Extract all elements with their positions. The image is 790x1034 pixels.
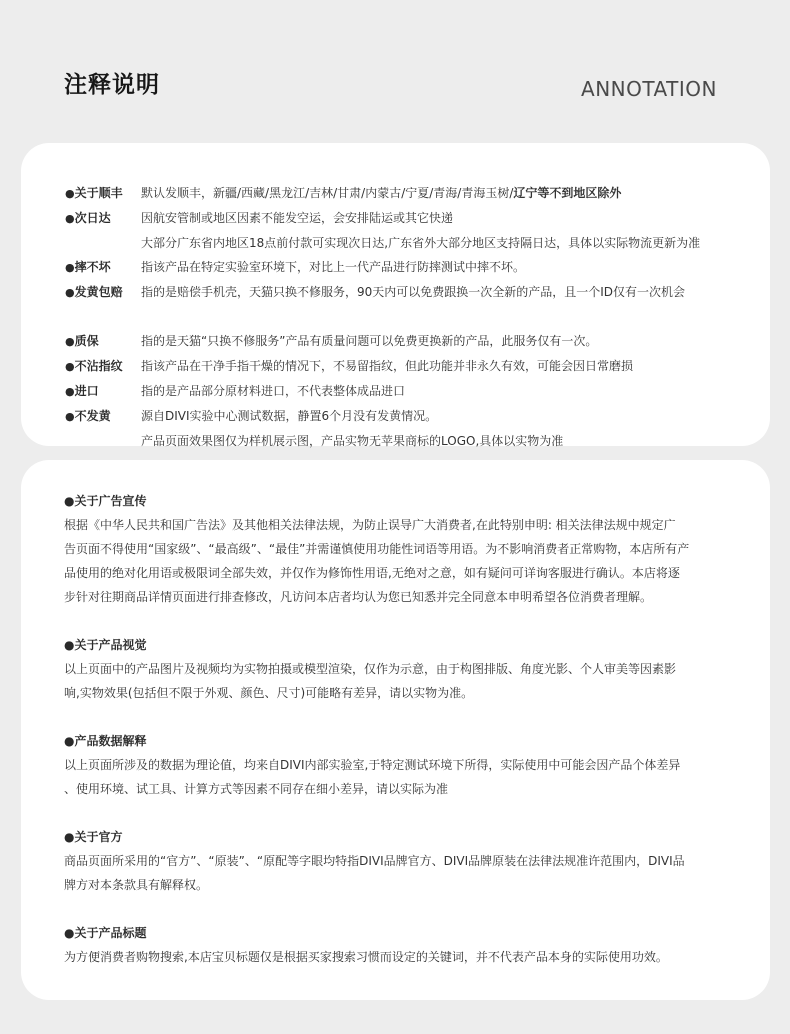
disclaimer-card <box>21 460 770 1000</box>
term-label <box>65 280 141 305</box>
term-item <box>65 379 770 404</box>
term-continuation: 大部分广东省内地区18点前付款可实现次日达,广东省外大部分地区支持隔日达，具体以实际物流更新为准 <box>141 236 701 250</box>
section-body <box>64 945 734 969</box>
term-label-text: 次日达 <box>74 211 111 225</box>
bullet-icon: ● <box>64 494 75 508</box>
section-title <box>64 825 770 849</box>
section-product-title <box>64 921 770 969</box>
terms-list <box>65 181 770 453</box>
term-item <box>65 404 770 429</box>
section-title <box>64 633 770 657</box>
term-desc-plain: 默认发顺丰，新疆/西藏/黑龙江/吉林/甘肃/内蒙古/宁夏/青海/青海玉树/ <box>141 186 514 200</box>
term-item <box>65 206 770 231</box>
term-item <box>65 354 770 379</box>
section-title <box>64 921 770 945</box>
section-official <box>64 825 770 897</box>
term-desc-bold: 辽宁等不到地区除外 <box>513 186 622 200</box>
bullet-icon: ● <box>65 261 75 274</box>
section-line: 以上页面中的产品图片及视频均为实物拍摄或模型渲染，仅作为示意，由于构图排版、角度光影、个人审美等因素影 <box>64 662 677 676</box>
term-item <box>65 181 770 206</box>
section-body <box>64 849 734 897</box>
section-line: 以上页面所涉及的数据为理论值，均来自DIVI内部实验室,于特定测试环境下所得，实际使用中可能会因产品个体差异 <box>64 758 681 772</box>
term-desc: 指的是赔偿手机壳，天猫只换不修服务，90天内可以免费跟换一次全新的产品，且一个ID仅有一次机会 <box>141 285 686 299</box>
bullet-icon: ● <box>64 638 75 652</box>
term-label-text: 关于顺丰 <box>74 186 123 200</box>
term-desc: 指的是产品部分原材料进口，不代表整体成品进口 <box>141 384 406 398</box>
section-line: 告页面不得使用“国家级”、“最高级”、“最佳”并需谨慎使用功能性词语等用语。为不影响消费者正常购物，本店所有产 <box>64 542 690 556</box>
section-line: 商品页面所采用的“官方”、“原装”、“原配等字眼均特指DIVI品牌官方、DIVI品牌原装在法律法规准许范围内，DIVI品 <box>64 854 685 868</box>
term-desc <box>141 181 621 205</box>
term-label-text: 发黄包赔 <box>74 285 123 299</box>
terms-card <box>21 143 770 446</box>
section-body <box>64 753 734 801</box>
term-label-text: 不沾指纹 <box>74 359 123 373</box>
bullet-icon: ● <box>65 286 75 299</box>
section-title-text: 产品数据解释 <box>74 734 147 748</box>
term-label-text: 质保 <box>74 334 99 348</box>
term-label <box>65 404 141 429</box>
bullet-icon: ● <box>65 385 75 398</box>
section-title <box>64 489 770 513</box>
section-product-data <box>64 729 770 801</box>
bullet-icon: ● <box>64 734 75 748</box>
section-body <box>64 657 734 705</box>
term-desc: 指该产品在干净手指干燥的情况下，不易留指纹，但此功能并非永久有效，可能会因日常磨损 <box>141 359 634 373</box>
bullet-icon: ● <box>64 830 75 844</box>
bullet-icon: ● <box>65 187 75 200</box>
section-body <box>64 513 734 609</box>
term-desc: 因航安管制或地区因素不能发空运，会安排陆运或其它快递 <box>141 211 454 225</box>
section-line: 品使用的绝对化用语或极限词全部失效，并仅作为修饰性用语,无绝对之意，如有疑问可详询客服进行确认。本店将逐 <box>64 566 680 580</box>
section-line: 牌方对本条款具有解释权。 <box>64 878 209 892</box>
term-item <box>65 280 770 305</box>
section-title-text: 关于官方 <box>74 830 123 844</box>
section-line: 、使用环境、试工具、计算方式等因素不同存在细小差异，请以实际为准 <box>64 782 449 796</box>
section-line: 响,实物效果(包括但不限于外观、颜色、尺寸)可能略有差异，请以实物为准。 <box>64 686 474 700</box>
term-desc: 指的是天猫“只换不修服务”产品有质量问题可以免费更换新的产品，此服务仅有一次。 <box>141 334 598 348</box>
term-desc: 源自DIVI实验中心测试数据，静置6个月没有发黄情况。 <box>141 409 438 423</box>
section-title-text: 关于产品标题 <box>74 926 147 940</box>
term-label <box>65 379 141 404</box>
term-label-text: 进口 <box>74 384 99 398</box>
section-line: 步针对往期商品详情页面进行排查修改，凡访问本店者均认为您已知悉并完全同意本申明希望各位消费者理解。 <box>64 590 653 604</box>
section-title-text: 关于广告宣传 <box>74 494 147 508</box>
bullet-icon: ● <box>65 335 75 348</box>
term-desc: 指该产品在特定实验室环境下，对比上一代产品进行防摔测试中摔不坏。 <box>141 260 526 274</box>
section-line: 为方便消费者购物搜索,本店宝贝标题仅是根据买家搜索习惯而设定的关键词，并不代表产品本身的实际使用功效。 <box>64 950 668 964</box>
term-label-text: 不发黄 <box>74 409 111 423</box>
bullet-icon: ● <box>65 212 75 225</box>
term-label-text: 摔不坏 <box>74 260 111 274</box>
section-title <box>64 729 770 753</box>
section-product-visual <box>64 633 770 705</box>
term-label <box>65 354 141 379</box>
spacer <box>65 305 770 329</box>
page-title-en: ANNOTATION <box>581 77 717 101</box>
bullet-icon: ● <box>65 360 75 373</box>
term-label <box>65 181 141 206</box>
term-item <box>65 329 770 354</box>
term-continuation: 产品页面效果图仅为样机展示图，产品实物无苹果商标的LOGO,具体以实物为准 <box>141 434 564 448</box>
section-ad-claims <box>64 489 770 609</box>
term-label <box>65 206 141 231</box>
section-title-text: 关于产品视觉 <box>74 638 147 652</box>
term-label <box>65 329 141 354</box>
page-title: 注释说明 <box>64 72 160 98</box>
section-line: 根据《中华人民共和国广告法》及其他相关法律法规，为防止误导广大消费者,在此特别申明: 相关法律法规中规定广 <box>64 518 676 532</box>
term-label <box>65 255 141 280</box>
bullet-icon: ● <box>65 410 75 423</box>
bullet-icon: ● <box>64 926 75 940</box>
term-item <box>65 255 770 280</box>
